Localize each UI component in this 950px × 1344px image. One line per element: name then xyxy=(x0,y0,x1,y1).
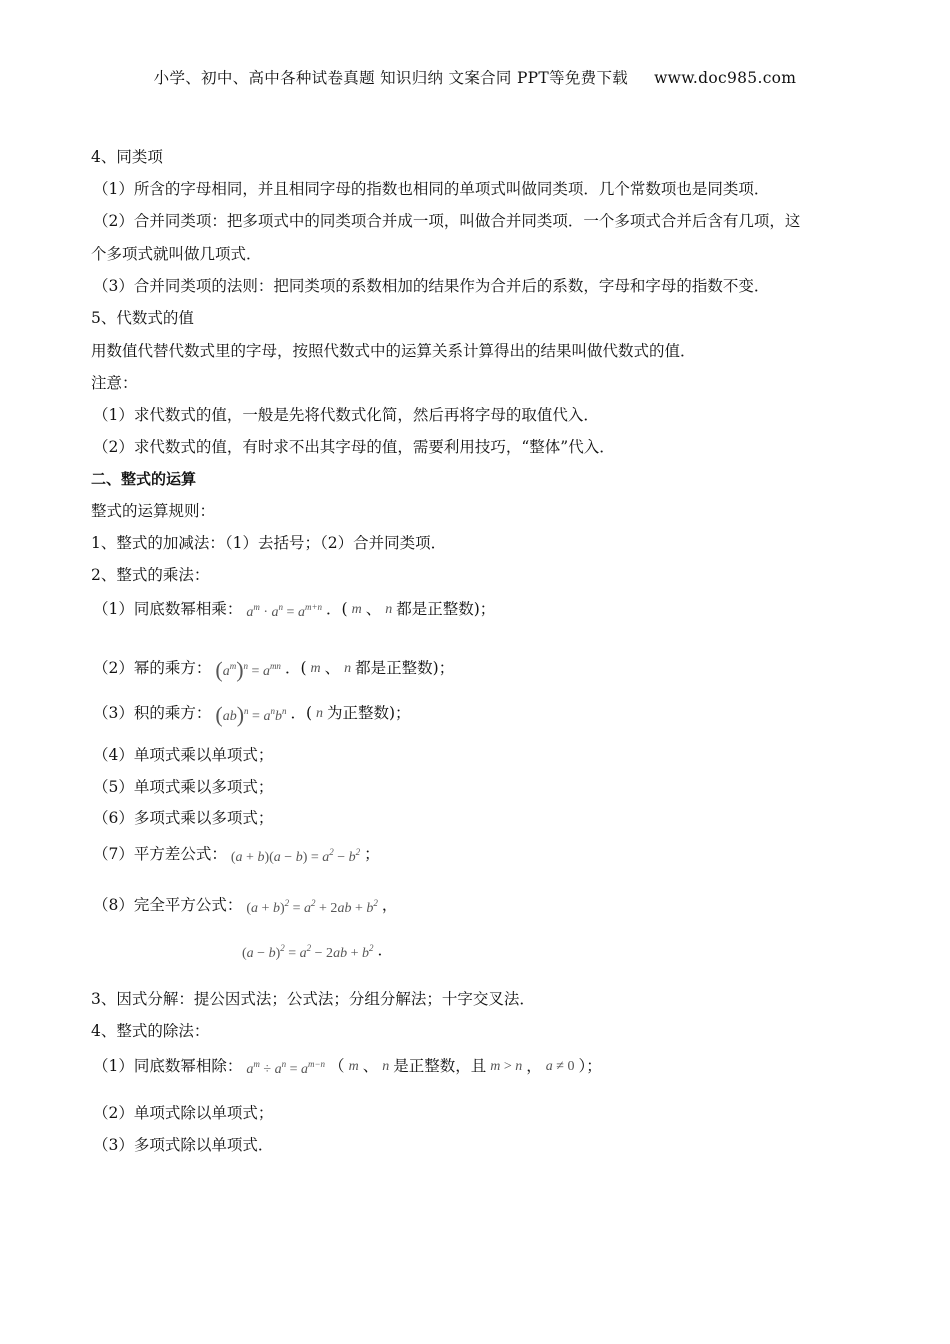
rule-line xyxy=(93,1053,602,1077)
rule-text: 是正整数，且 xyxy=(393,1057,487,1075)
heading-factorization: 3、因式分解：提公因式法；公式法；分组分解法；十字交叉法． xyxy=(91,990,535,1008)
rule-label: （1）同底数幂相除： xyxy=(93,1057,243,1075)
rule-line xyxy=(93,700,411,727)
math-formula: $a^m \cdot a^n = a^{m+n}$ xyxy=(246,602,323,620)
rule-line xyxy=(238,937,393,961)
rule-label: （1）同底数幂相乘： xyxy=(93,600,243,618)
math-var: n xyxy=(344,661,352,676)
rule-label: （3）积的乘方： xyxy=(93,704,212,722)
heading-like-terms: 4、同类项 xyxy=(91,148,163,166)
rule-text: ． xyxy=(377,941,393,959)
math-formula: $(ab)^n = a^nb^n$ xyxy=(215,702,287,727)
math-formula: $(a + b)(a - b) = a^2 - b^2$ xyxy=(230,847,361,865)
rule-text: 都是正整数)； xyxy=(355,659,455,677)
header-text: 小学、初中、高中各种试卷真题 知识归纳 文案合同 PPT等免费下载 xyxy=(153,69,629,87)
rule-label: （7）平方差公式： xyxy=(93,845,227,863)
rule-text: ； xyxy=(364,845,380,863)
rule-text: ．( xyxy=(326,600,348,618)
rule-label: （8）完全平方公式： xyxy=(93,896,243,914)
rule-text: 为正整数)； xyxy=(327,704,411,722)
math-formula: m > n xyxy=(490,1059,523,1074)
rule-line xyxy=(93,841,380,865)
rule-text: 、 xyxy=(365,600,382,618)
paragraph: （1）求代数式的值，一般是先将代数式化简，然后再将字母的取值代入． xyxy=(93,406,599,424)
rule-line: （5）单项式乘以多项式； xyxy=(93,778,274,796)
rule-text: 都是正整数)； xyxy=(396,600,496,618)
paragraph: （3）合并同类项的法则：把同类项的系数相加的结果作为合并后的系数，字母和字母的指数不变． xyxy=(93,277,770,295)
rule-text: ．( xyxy=(290,704,312,722)
math-var: n xyxy=(316,706,323,721)
rule-line xyxy=(93,655,455,682)
paragraph: （2）合并同类项：把多项式中的同类项合并成一项，叫做合并同类项．一个多项式合并后含有几项，这 xyxy=(93,212,801,230)
math-formula: $(a^m)^n = a^{mn}$ xyxy=(215,657,281,682)
rule-line: （4）单项式乘以单项式； xyxy=(93,746,274,764)
paragraph: 整式的运算规则： xyxy=(91,502,216,520)
heading-division: 4、整式的除法： xyxy=(91,1022,210,1040)
math-formula: a ≠ 0 xyxy=(545,1059,575,1074)
math-var: n xyxy=(385,602,393,617)
page-header xyxy=(0,66,950,88)
rule-text: ）； xyxy=(578,1057,602,1075)
rule-line xyxy=(93,596,495,620)
rule-line: （2）单项式除以单项式； xyxy=(93,1104,274,1122)
paragraph: 1、整式的加减法：（1）去括号；（2）合并同类项． xyxy=(91,534,447,552)
rule-text: ．( xyxy=(284,659,307,677)
math-formula: $a^m \div a^n = a^{m-n}$ xyxy=(246,1059,326,1077)
rule-line: （3）多项式除以单项式． xyxy=(93,1136,274,1154)
rule-text: ， xyxy=(381,896,398,914)
rule-line xyxy=(93,892,397,916)
math-var: m xyxy=(351,602,362,617)
rule-text: ， xyxy=(526,1057,542,1075)
section-heading: 二、整式的运算 xyxy=(91,470,197,488)
math-formula: $(a - b)^2 = a^2 - 2ab + b^2$ xyxy=(242,943,374,961)
rule-text: （ xyxy=(329,1057,345,1075)
paragraph: （1）所含的字母相同，并且相同字母的指数也相同的单项式叫做同类项．几个常数项也是同类项． xyxy=(93,180,770,198)
paragraph: 个多项式就叫做几项式． xyxy=(91,245,262,263)
rule-label: （2）幂的乘方： xyxy=(93,659,212,677)
rule-text: 、 xyxy=(324,659,341,677)
header-url[interactable]: www.doc985.com xyxy=(654,69,797,87)
math-var: n xyxy=(382,1059,390,1074)
heading-expression-value: 5、代数式的值 xyxy=(91,309,194,327)
math-var: m xyxy=(348,1059,359,1074)
math-formula: $(a + b)^2 = a^2 + 2ab + b^2$ xyxy=(246,898,378,916)
note-label: 注意： xyxy=(91,374,138,392)
paragraph: 用数值代替代数式里的字母，按照代数式中的运算关系计算得出的结果叫做代数式的值． xyxy=(91,342,696,360)
math-var: m xyxy=(310,661,321,676)
heading-multiplication: 2、整式的乘法： xyxy=(91,566,210,584)
rule-text: 、 xyxy=(362,1057,379,1075)
rule-line: （6）多项式乘以多项式； xyxy=(93,809,274,827)
paragraph: （2）求代数式的值，有时求不出其字母的值，需要利用技巧，“整体”代入． xyxy=(93,438,615,456)
